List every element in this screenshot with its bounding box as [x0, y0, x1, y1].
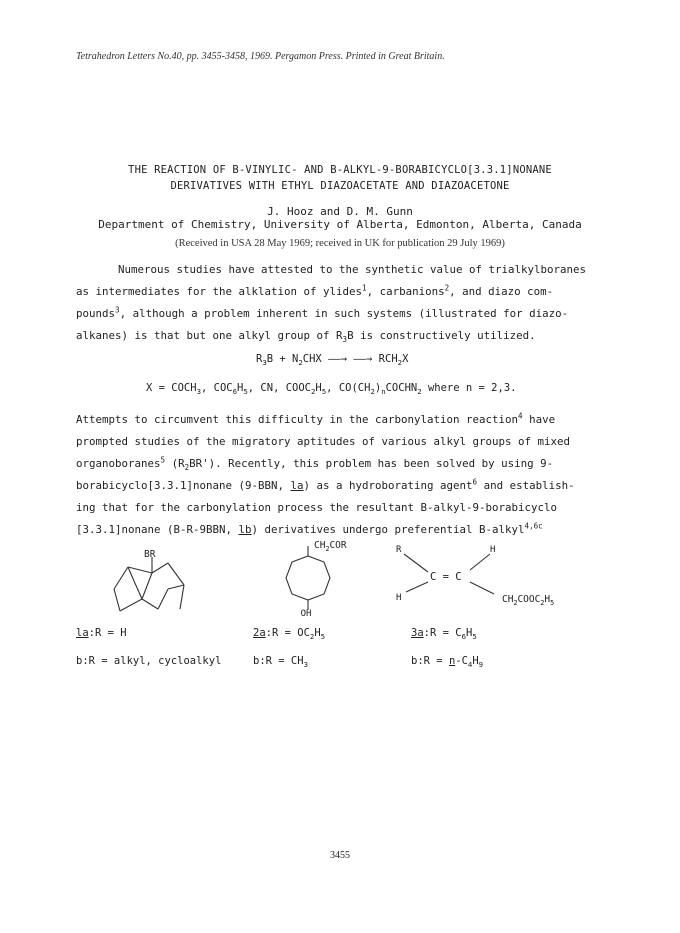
authors: J. Hooz and D. M. Gunn — [267, 205, 413, 218]
label-1a: la:R = H — [76, 627, 127, 639]
para1-line2: as intermediates for the alklation of ylides$^1$, carbanions$^2$, and diazo com- — [76, 283, 554, 298]
label-1b: b:R = alkyl, cycloalkyl — [76, 655, 222, 667]
page-number: 3455 — [330, 850, 350, 861]
struct3-h2-label: H — [396, 593, 402, 603]
journal-header: Tetrahedron Letters No.40, pp. 3455-3458, 1969. Pergamon Press. Printed in Great Britain. — [76, 51, 445, 62]
received-dates: (Received in USA 28 May 1969; received in UK for publication 29 July 1969) — [175, 238, 505, 249]
struct1-br-label: BR — [144, 549, 156, 560]
para2-line3: organoboranes$^5$ $(R_2BR')$. Recently, this problem has been solved by using 9- — [76, 455, 554, 473]
label-3a: 3a:R = $C_6H_5$ — [411, 627, 477, 642]
para2-line6: [3.3.1]nonane (B-R-9BBN, lb) derivatives undergo preferential B-alkyl$^{4,6c}$ — [76, 521, 543, 536]
affiliation: Department of Chemistry, University of Alberta, Edmonton, Alberta, Canada — [98, 218, 582, 231]
struct3-h1-label: H — [490, 545, 496, 555]
title-line-2: DERIVATIVES WITH ETHYL DIAZOACETATE AND DIAZOACETONE — [170, 180, 510, 192]
label-2b: b:R = $CH_3$ — [253, 655, 308, 670]
x-definition: $X = COCH_3$, $COC_6H_5$, CN, $COOC_2H_5$, $CO(CH_2)_nCOCHN_2$ where n = 2,3. — [146, 382, 517, 397]
para1-line3: pounds$^3$, although a problem inherent in such systems (illustrated for diazo- — [76, 305, 569, 320]
structure-9bbn — [96, 545, 206, 625]
para2-line4: borabicyclo[3.3.1]nonane (9-BBN, la) as a hydroborating agent$^6$ and establish- — [76, 477, 575, 492]
label-2a: 2a:R = $OC_2H_5$ — [253, 627, 326, 642]
para2-line2: prompted studies of the migratory aptitudes of various alkyl groups of mixed — [76, 435, 571, 448]
label-3b: b:R = $n-C_4H_9$ — [411, 655, 484, 670]
struct3-cc-label: C = C — [430, 571, 462, 583]
para1-line1: Numerous studies have attested to the synthetic value of trialkylboranes — [118, 263, 587, 276]
reaction-equation: $R_3B + N_2CHX$ ——→ ——→ $RCH_2X$ — [256, 353, 409, 368]
struct2-top-label: $CH_2COR$ — [314, 540, 347, 553]
title-line-1: THE REACTION OF B-VINYLIC- AND B-ALKYL-9-BORABICYCLO[3.3.1]NONANE — [128, 164, 552, 176]
para2-line5: ing that for the carbonylation process the resultant B-alkyl-9-borabicyclo — [76, 501, 558, 514]
para1-line4: alkanes) is that but one alkyl group of $R_3B$ is constructively utilized. — [76, 329, 536, 345]
structure-cyclooctyl — [268, 540, 348, 630]
struct3-ch2cooet-label: $CH_2COOC_2H_5$ — [502, 594, 555, 607]
struct2-oh-label: OH — [300, 609, 312, 619]
struct3-r-label: R — [396, 545, 402, 555]
para2-line1: Attempts to circumvent this difficulty in the carbonylation reaction$^4$ have — [76, 411, 556, 426]
